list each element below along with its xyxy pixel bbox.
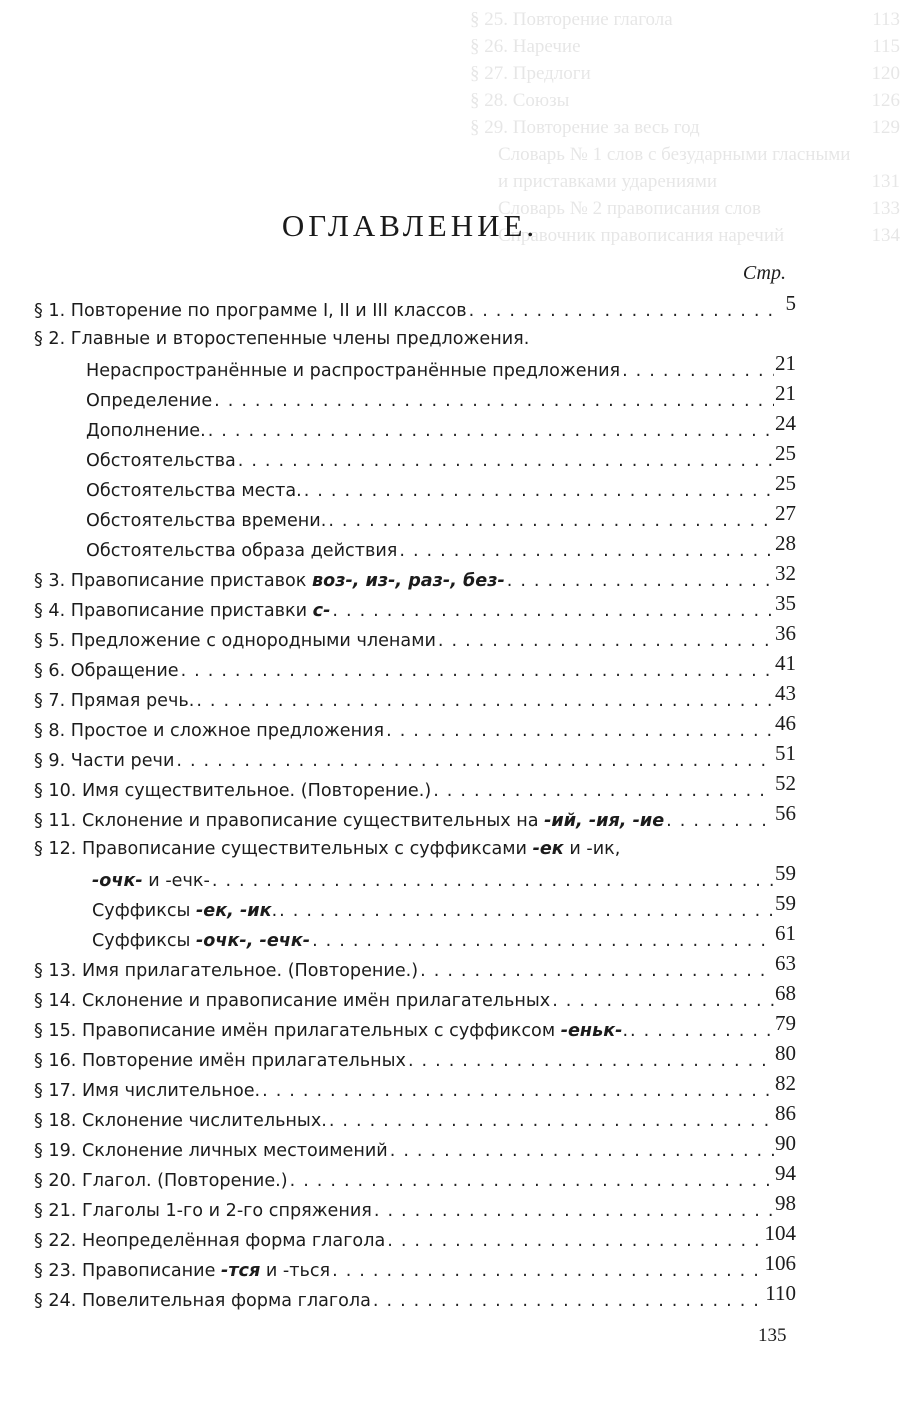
bleed-through-line-text: Словарь № 2 правописания слов [498, 198, 761, 219]
toc-entry-text: Определение [86, 391, 213, 411]
toc-entry-title [92, 896, 277, 926]
toc-entry-page: 28 [775, 531, 796, 555]
toc-entry [34, 1041, 796, 1074]
toc-entry-text: Дополнение. [86, 421, 206, 441]
dot-leader [327, 1106, 774, 1136]
dot-leader [436, 626, 774, 656]
dot-leader [210, 866, 774, 896]
bleed-through-line-text: § 27. Предлоги [470, 63, 591, 84]
toc-entry-title [86, 416, 206, 446]
toc-entry-page: 68 [775, 981, 796, 1005]
toc-entry-emphasis: -ек [532, 839, 564, 859]
toc-entry [34, 921, 796, 954]
toc-entry-text: Обстоятельства [86, 451, 236, 471]
toc-entry-title [34, 716, 384, 746]
toc-entry-text: § 2. Главные и второстепенные члены предложения. [34, 329, 530, 349]
toc-entry-title [34, 1226, 385, 1256]
toc-entry [34, 861, 796, 894]
dot-leader [406, 1046, 774, 1076]
toc-entry-text: § 15. Правописание имён прилагательных с суффиксом [34, 1021, 561, 1041]
page-title: ОГЛАВЛЕНИЕ. [281, 208, 539, 243]
toc-entry-title [34, 626, 436, 656]
bleed-through-line-text: Справочник правописания наречий [498, 225, 785, 246]
toc-entry-text: § 4. Правописание приставки [34, 601, 313, 621]
toc-entry-page: 79 [775, 1011, 796, 1035]
toc-entry [34, 351, 796, 384]
toc-entry-text: § 3. Правописание приставок [34, 571, 312, 591]
bleed-through-line-page: 131 [871, 171, 900, 192]
toc-entry-text: Суффиксы [92, 901, 196, 921]
toc-entry-text: Обстоятельства места. [86, 481, 302, 501]
toc-entry-page: 63 [775, 951, 796, 975]
toc-entry [34, 1101, 796, 1134]
toc-entry-page: 90 [775, 1131, 796, 1155]
toc-entry [34, 1191, 796, 1224]
toc-entry-page: 94 [775, 1161, 796, 1185]
page-number: 135 [758, 1325, 787, 1346]
bleed-through-line-page: 113 [872, 9, 900, 30]
dot-leader [236, 446, 774, 476]
bleed-through-line-page: 120 [871, 63, 900, 84]
toc-entry-text: § 23. Правописание [34, 1261, 222, 1281]
dot-leader [371, 1286, 765, 1316]
toc-entry-title [86, 386, 212, 416]
toc-entry-page: 5 [785, 291, 796, 315]
table-of-contents [34, 291, 796, 1314]
toc-entry-page: 32 [775, 561, 796, 585]
dot-leader [384, 716, 774, 746]
toc-entry-title [92, 926, 310, 956]
toc-entry-page: 24 [775, 411, 796, 435]
dot-leader [330, 596, 774, 626]
toc-entry-text: § 12. Правописание существительных с суффиксами [34, 839, 533, 859]
toc-entry-title [34, 1256, 330, 1286]
toc-entry-suffix: . [271, 901, 278, 921]
toc-entry-text: Нераспространённые и распространённые предложения [86, 361, 621, 381]
toc-entry-text: § 24. Повелительная форма глагола [34, 1291, 371, 1311]
toc-entry-suffix: . [622, 1021, 629, 1041]
toc-entry-emphasis: с- [312, 601, 331, 621]
toc-entry [34, 291, 796, 324]
toc-entry [34, 1161, 796, 1194]
toc-entry-page: 27 [775, 501, 796, 525]
dot-leader [664, 806, 774, 836]
bleed-through-line [470, 87, 900, 114]
toc-entry-title [34, 1076, 260, 1106]
toc-entry [34, 1221, 796, 1254]
toc-entry-title [34, 1016, 628, 1046]
toc-entry [34, 531, 796, 564]
toc-entry-title [34, 776, 431, 806]
toc-entry-page: 82 [775, 1071, 796, 1095]
dot-leader [397, 536, 774, 566]
toc-entry-page: 61 [775, 921, 796, 945]
dot-leader [310, 926, 774, 956]
toc-entry-suffix: и -ечк- [142, 871, 210, 891]
dot-leader [179, 656, 774, 686]
dot-leader [302, 476, 774, 506]
toc-entry-title [86, 536, 397, 566]
toc-entry-title [34, 596, 330, 626]
toc-entry [34, 951, 796, 984]
toc-entry-text: § 11. Склонение и правописание существительных на [34, 811, 545, 831]
toc-entry-emphasis: воз-, из-, раз-, без- [312, 571, 505, 591]
dot-leader [206, 416, 774, 446]
toc-entry [34, 471, 796, 504]
dot-leader [550, 986, 774, 1016]
toc-entry [34, 411, 796, 444]
dot-leader [288, 1166, 774, 1196]
toc-entry-page: 98 [775, 1191, 796, 1215]
toc-entry-emphasis: -очк-, -ечк- [196, 931, 311, 951]
toc-entry-page: 21 [775, 351, 796, 375]
bleed-through-line [470, 33, 900, 60]
bleed-through-line-page: 129 [871, 117, 900, 138]
dot-leader [260, 1076, 774, 1106]
toc-entry-page: 21 [775, 381, 796, 405]
toc-entry-title [86, 446, 236, 476]
toc-entry-suffix: и -ик, [563, 839, 621, 859]
toc-entry-text: § 20. Глагол. (Повторение.) [34, 1171, 288, 1191]
dot-leader [212, 386, 774, 416]
toc-entry-text: § 22. Неопределённая форма глагола [34, 1231, 386, 1251]
toc-entry-page: 106 [764, 1251, 796, 1275]
toc-entry-page: 59 [775, 891, 796, 915]
toc-entry-page: 43 [775, 681, 796, 705]
toc-entry-text: § 19. Склонение личных местоимений [34, 1141, 388, 1161]
toc-entry-text: § 18. Склонение числительных. [34, 1111, 327, 1131]
toc-entry [34, 621, 796, 654]
toc-entry [34, 771, 796, 804]
toc-entry-text: Суффиксы [92, 931, 196, 951]
toc-entry-title [34, 1196, 372, 1226]
toc-entry [34, 1131, 796, 1164]
toc-entry [34, 501, 796, 534]
toc-entry [34, 1071, 796, 1104]
toc-entry-emphasis: -очк- [92, 871, 143, 891]
toc-entry-page: 104 [764, 1221, 796, 1245]
bleed-through-line-text: § 26. Наречие [470, 36, 581, 57]
dot-leader [505, 566, 774, 596]
bleed-through-line [470, 168, 900, 195]
toc-entry-page: 36 [775, 621, 796, 645]
toc-entry [34, 651, 796, 684]
toc-entry-text: § 10. Имя существительное. (Повторение.) [34, 781, 432, 801]
toc-entry-suffix: и -ться [260, 1261, 331, 1281]
dot-leader [277, 896, 774, 926]
toc-entry-page: 86 [775, 1101, 796, 1125]
toc-entry-title [34, 806, 664, 836]
toc-entry-page: 56 [775, 801, 796, 825]
toc-entry-page: 46 [775, 711, 796, 735]
toc-entry [34, 1011, 796, 1044]
toc-entry [34, 381, 796, 414]
bleed-through-line-text: § 28. Союзы [470, 90, 570, 111]
dot-leader [418, 956, 774, 986]
toc-entry-title [34, 686, 194, 716]
toc-entry-page: 59 [775, 861, 796, 885]
bleed-through-line [470, 6, 900, 33]
toc-entry [34, 834, 796, 864]
toc-entry-title [34, 1106, 327, 1136]
dot-leader [388, 1136, 774, 1166]
dot-leader [385, 1226, 764, 1256]
toc-entry-title [34, 1166, 288, 1196]
toc-entry-page: 41 [775, 651, 796, 675]
toc-entry [34, 801, 796, 834]
dot-leader [330, 1256, 764, 1286]
toc-entry [34, 711, 796, 744]
toc-entry-page: 51 [775, 741, 796, 765]
toc-entry-page: 35 [775, 591, 796, 615]
toc-entry-text: § 7. Прямая речь. [34, 691, 195, 711]
bleed-through-line [470, 141, 900, 168]
bleed-through-line-page: 134 [871, 225, 900, 246]
toc-entry-title [34, 1046, 406, 1076]
toc-entry-title [34, 296, 467, 326]
dot-leader [628, 1016, 774, 1046]
toc-entry-text: § 5. Предложение с однородными членами [34, 631, 436, 651]
toc-entry-text: § 16. Повторение имён прилагательных [34, 1051, 406, 1071]
toc-entry [34, 1281, 796, 1314]
toc-entry-title [34, 746, 174, 776]
toc-entry-page: 25 [775, 471, 796, 495]
toc-entry [34, 1251, 796, 1284]
toc-entry [34, 324, 796, 354]
bleed-through-line-text: § 25. Повторение глагола [470, 9, 673, 30]
bleed-through-line-page: 115 [872, 36, 900, 57]
bleed-through-line-text: и приставками ударениями [498, 171, 718, 192]
toc-entry [34, 741, 796, 774]
toc-entry-text: § 17. Имя числительное. [34, 1081, 261, 1101]
bleed-through-line-page: 126 [871, 90, 900, 111]
toc-entry-text: § 9. Части речи [34, 751, 175, 771]
dot-leader [372, 1196, 774, 1226]
toc-entry-title [34, 566, 505, 596]
toc-entry-emphasis: -ек, -ик [196, 901, 272, 921]
dot-leader [431, 776, 774, 806]
toc-entry-title [86, 476, 302, 506]
toc-entry-emphasis: -еньк- [560, 1021, 623, 1041]
toc-entry [34, 441, 796, 474]
bleed-through-line-page: 133 [871, 198, 900, 219]
toc-entry-title [34, 324, 529, 354]
dot-leader [174, 746, 774, 776]
bleed-through-line-text: Словарь № 1 слов с безударными гласными [498, 144, 851, 165]
bleed-through-line-text: § 29. Повторение за весь год [470, 117, 700, 138]
toc-entry-text: § 1. Повторение по программе I, II и III классов [34, 301, 467, 321]
toc-entry-page: 52 [775, 771, 796, 795]
toc-entry [34, 591, 796, 624]
page-column-label: Стр. [742, 262, 786, 284]
toc-entry-text: § 21. Глаголы 1-го и 2-го спряжения [34, 1201, 372, 1221]
toc-entry-page: 25 [775, 441, 796, 465]
toc-entry-emphasis: -ий, -ия, -ие [544, 811, 665, 831]
toc-entry-title [34, 656, 179, 686]
toc-entry-text: § 13. Имя прилагательное. (Повторение.) [34, 961, 419, 981]
toc-entry-title [92, 866, 210, 896]
dot-leader [326, 506, 774, 536]
toc-entry-title [34, 834, 620, 864]
toc-entry-page: 110 [765, 1281, 796, 1305]
toc-entry-text: § 8. Простое и сложное предложения [34, 721, 385, 741]
toc-entry-emphasis: -тся [221, 1261, 261, 1281]
dot-leader [467, 296, 774, 326]
bleed-through-line [470, 114, 900, 141]
toc-entry-text: Обстоятельства образа действия [86, 541, 398, 561]
toc-entry [34, 561, 796, 594]
toc-entry [34, 681, 796, 714]
toc-entry [34, 981, 796, 1014]
toc-entry-title [34, 1136, 388, 1166]
toc-entry-text: Обстоятельства времени. [86, 511, 327, 531]
bleed-through-line [470, 60, 900, 87]
toc-entry-text: § 6. Обращение [34, 661, 179, 681]
toc-entry-title [86, 356, 620, 386]
toc-entry-title [34, 956, 418, 986]
dot-leader [620, 356, 774, 386]
toc-entry-page: 80 [775, 1041, 796, 1065]
dot-leader [194, 686, 774, 716]
toc-entry [34, 891, 796, 924]
toc-entry-text: § 14. Склонение и правописание имён прилагательных [34, 991, 551, 1011]
toc-entry-title [34, 1286, 371, 1316]
toc-entry-title [34, 986, 550, 1016]
toc-entry-title [86, 506, 326, 536]
